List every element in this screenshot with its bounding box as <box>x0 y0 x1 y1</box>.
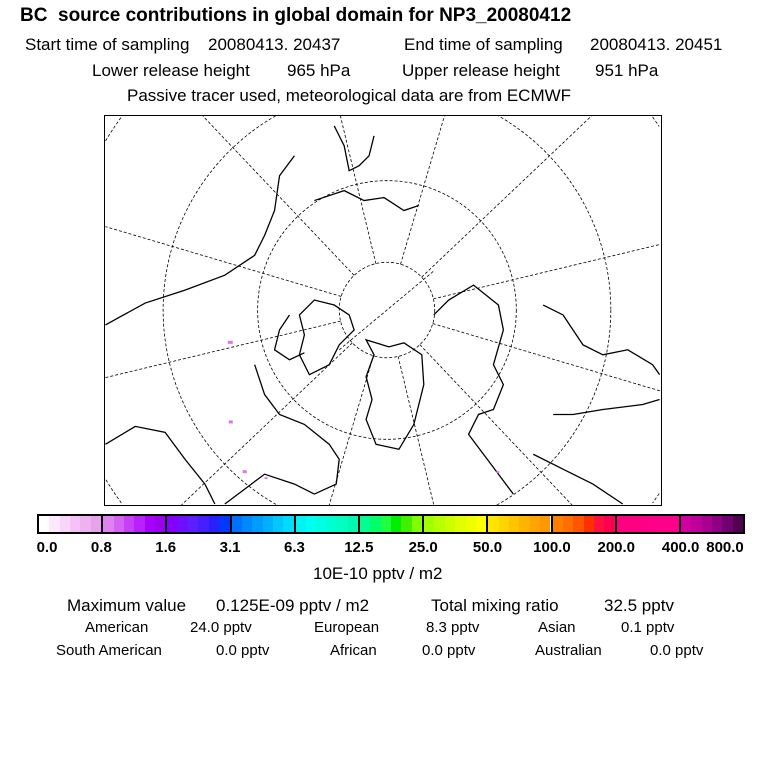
colorbar-cell <box>273 516 283 532</box>
meridian-line <box>105 227 341 297</box>
colorbar-cell <box>103 516 113 532</box>
colorbar-cell <box>540 516 550 532</box>
colorbar-segment <box>167 516 231 532</box>
region-name: South American <box>56 642 162 659</box>
meridian-line <box>339 270 435 350</box>
colorbar-cell <box>424 516 434 532</box>
colorbar-cell <box>733 516 743 532</box>
colorbar-tick-label: 50.0 <box>472 539 503 556</box>
lower-height-value: 965 hPa <box>287 61 351 80</box>
colorbar-cell <box>466 516 476 532</box>
colorbar-cell <box>306 516 316 532</box>
lower-height-label: Lower release height <box>92 61 250 80</box>
colorbar-cell <box>391 516 401 532</box>
colorbar-cell <box>637 516 647 532</box>
colorbar-cell <box>134 516 144 532</box>
meridian-line <box>203 116 354 275</box>
colorbar-unit: 10E-10 pptv / m2 <box>313 564 443 583</box>
colorbar-tick-label: 3.1 <box>219 539 241 556</box>
colorbar-cell <box>114 516 124 532</box>
colorbar-cell <box>702 516 712 532</box>
colorbar-cell <box>91 516 101 532</box>
max-value: 0.125E-09 pptv / m2 <box>216 596 370 615</box>
hotspot <box>228 341 233 344</box>
meridian-line <box>398 356 434 505</box>
hotspot <box>229 420 233 423</box>
colorbar-segment <box>681 516 743 532</box>
colorbar-cell <box>124 516 134 532</box>
colorbar-segment <box>617 516 681 532</box>
colorbar-tick-label: 100.0 <box>533 539 571 556</box>
meridian-line <box>340 116 375 264</box>
colorbar-cell <box>681 516 691 532</box>
colorbar-segment <box>488 516 552 532</box>
meridian-line <box>433 244 660 299</box>
colorbar-cell <box>178 516 188 532</box>
colorbar-cell <box>337 516 347 532</box>
coastline-arctic-archipelago <box>299 300 354 375</box>
colorbar-cell <box>530 516 540 532</box>
start-time-label: Start time of sampling <box>25 35 190 54</box>
colorbar-cell <box>434 516 444 532</box>
colorbar-segment <box>424 516 488 532</box>
meridian-line <box>401 116 445 264</box>
colorbar-cell <box>412 516 422 532</box>
colorbar-cell <box>488 516 498 532</box>
colorbar-cell <box>584 516 594 532</box>
meridian-line <box>422 116 592 277</box>
colorbar-tick-label: 800.0 <box>706 539 744 556</box>
colorbar-cell <box>232 516 242 532</box>
meridian-line <box>181 343 352 505</box>
meridian-line <box>433 324 661 391</box>
colorbar-cell <box>283 516 293 532</box>
region-name: American <box>85 619 149 636</box>
colorbar-cell <box>445 516 455 532</box>
colorbar-cell <box>316 516 326 532</box>
colorbar-cell <box>381 516 391 532</box>
region-value: 24.0 pptv <box>190 619 252 636</box>
colorbar-cell <box>627 516 637 532</box>
colorbar-tick-label: 6.3 <box>284 539 305 556</box>
colorbar-cell <box>360 516 370 532</box>
colorbar-cell <box>348 516 358 532</box>
region-value: 8.3 pptv <box>426 619 480 636</box>
tracer-note: Passive tracer used, meteorological data are from ECMWF <box>127 86 572 105</box>
colorbar-segment <box>103 516 167 532</box>
colorbar-cell <box>648 516 658 532</box>
end-time-label: End time of sampling <box>404 35 563 54</box>
total-mixing-label: Total mixing ratio <box>431 596 559 615</box>
colorbar-cell <box>242 516 252 532</box>
colorbar-segment <box>360 516 424 532</box>
colorbar <box>37 514 745 534</box>
colorbar-cell <box>39 516 49 532</box>
colorbar-cell <box>145 516 155 532</box>
hotspot <box>496 471 499 473</box>
colorbar-cell <box>49 516 59 532</box>
coastline-siberia <box>314 126 418 211</box>
colorbar-cell <box>263 516 273 532</box>
colorbar-cell <box>722 516 732 532</box>
colorbar-cell <box>563 516 573 532</box>
colorbar-cell <box>594 516 604 532</box>
colorbar-cell <box>167 516 177 532</box>
colorbar-tick-label: 200.0 <box>597 539 636 556</box>
colorbar-cell <box>219 516 229 532</box>
upper-height-label: Upper release height <box>402 61 560 80</box>
colorbar-cell <box>668 516 678 532</box>
polar-map <box>104 115 662 506</box>
colorbar-tick-label: 25.0 <box>408 539 438 556</box>
colorbar-cell <box>198 516 208 532</box>
colorbar-cell <box>401 516 411 532</box>
colorbar-cell <box>252 516 262 532</box>
colorbar-tick-label: 0.8 <box>90 539 112 556</box>
colorbar-cell <box>209 516 219 532</box>
colorbar-cell <box>296 516 306 532</box>
colorbar-cell <box>70 516 80 532</box>
colorbar-cell <box>553 516 563 532</box>
colorbar-cell <box>499 516 509 532</box>
region-name: European <box>314 619 380 636</box>
region-value: 0.0 pptv <box>422 642 476 659</box>
colorbar-cell <box>188 516 198 532</box>
colorbar-cell <box>604 516 614 532</box>
end-time-value: 20080413. 20451 <box>590 35 723 54</box>
colorbar-cell <box>519 516 529 532</box>
region-value: 0.1 pptv <box>621 619 675 636</box>
total-mixing-value: 32.5 pptv <box>604 596 674 615</box>
colorbar-cell <box>80 516 90 532</box>
region-value: 0.0 pptv <box>216 642 270 659</box>
hotspot <box>265 477 268 479</box>
colorbar-segment <box>553 516 617 532</box>
colorbar-cell <box>476 516 486 532</box>
colorbar-tick-label: 400.0 <box>661 539 700 556</box>
colorbar-segment <box>39 516 103 532</box>
colorbar-cell <box>573 516 583 532</box>
region-name: Asian <box>538 619 576 636</box>
figure-title: BC source contributions in global domain for NP3_20080412 <box>20 5 572 26</box>
coastline-eurasia <box>434 285 660 504</box>
colorbar-tick-label: 0.0 <box>36 539 58 556</box>
colorbar-cell <box>327 516 337 532</box>
colorbar-cell <box>60 516 70 532</box>
colorbar-cell <box>658 516 668 532</box>
colorbar-cell <box>509 516 519 532</box>
hotspot <box>243 470 247 473</box>
colorbar-cell <box>370 516 380 532</box>
region-name: African <box>330 642 377 659</box>
colorbar-cell <box>155 516 165 532</box>
upper-height-value: 951 hPa <box>595 61 659 80</box>
region-name: Australian <box>535 642 602 659</box>
colorbar-cell <box>617 516 627 532</box>
colorbar-cell <box>691 516 701 532</box>
colorbar-cell <box>712 516 722 532</box>
colorbar-segment <box>232 516 296 532</box>
colorbar-tick-label: 1.6 <box>155 539 177 556</box>
meridian-line <box>105 321 340 377</box>
start-time-value: 20080413. 20437 <box>208 35 341 54</box>
colorbar-segment <box>296 516 360 532</box>
colorbar-tick-label: 12.5 <box>344 539 374 556</box>
max-value-label: Maximum value <box>67 596 187 615</box>
region-value: 0.0 pptv <box>650 642 704 659</box>
colorbar-cell <box>455 516 465 532</box>
